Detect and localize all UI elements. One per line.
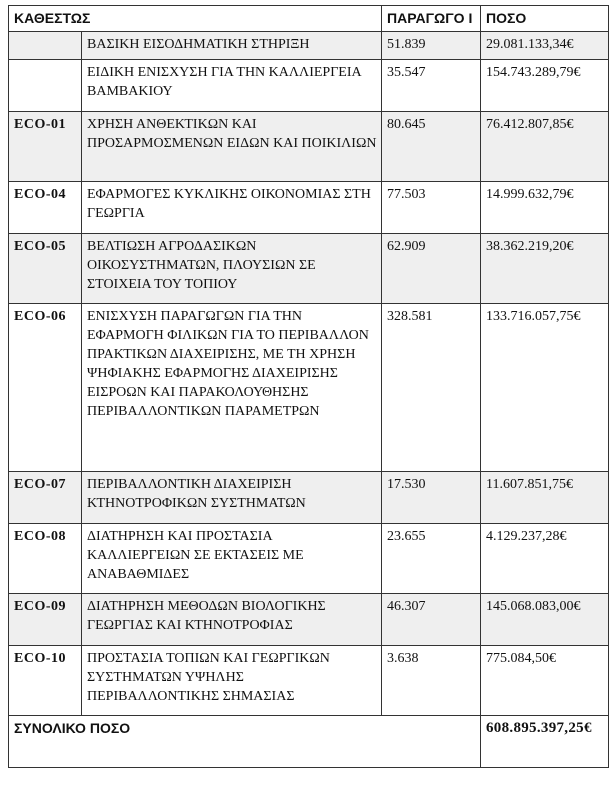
header-status: ΚΑΘΕΣΤΩΣ xyxy=(9,6,382,32)
scheme-title: ΒΕΛΤΙΩΣΗ ΑΓΡΟΔΑΣΙΚΩΝ ΟΙΚΟΣΥΣΤΗΜΑΤΩΝ, ΠΛΟΥΣΙΩΝ ΣΕ ΣΤΟΙΧΕΙΑ ΤΟΥ ΤΟΠΙΟΥ xyxy=(82,234,382,304)
scheme-title: ΠΡΟΣΤΑΣΙΑ ΤΟΠΙΩΝ ΚΑΙ ΓΕΩΡΓΙΚΩΝ ΣΥΣΤΗΜΑΤΩΝ ΥΨΗΛΗΣ ΠΕΡΙΒΑΛΛΟΝΤΙΚΗΣ ΣΗΜΑΣΙΑΣ xyxy=(82,646,382,716)
scheme-title: ΧΡΗΣΗ ΑΝΘΕΚΤΙΚΩΝ ΚΑΙ ΠΡΟΣΑΡΜΟΣΜΕΝΩΝ ΕΙΔΩΝ ΚΑΙ ΠΟΙΚΙΛΙΩΝ xyxy=(82,112,382,182)
scheme-code: ECO-07 xyxy=(9,472,82,524)
producers-count: 51.839 xyxy=(382,32,481,60)
scheme-code: ECO-08 xyxy=(9,524,82,594)
scheme-code: ECO-10 xyxy=(9,646,82,716)
payments-table-body xyxy=(9,6,609,768)
table-row xyxy=(9,32,609,60)
total-row xyxy=(9,716,609,768)
payment-amount: 145.068.083,00€ xyxy=(481,594,609,646)
payment-amount: 38.362.219,20€ xyxy=(481,234,609,304)
table-row xyxy=(9,304,609,472)
producers-count: 3.638 xyxy=(382,646,481,716)
header-producers: ΠΑΡΑΓΩΓΟ Ι xyxy=(382,6,481,32)
scheme-code: ECO-09 xyxy=(9,594,82,646)
scheme-title: ΒΑΣΙΚΗ ΕΙΣΟΔΗΜΑΤΙΚΗ ΣΤΗΡΙΞΗ xyxy=(82,32,382,60)
scheme-code xyxy=(9,60,82,112)
producers-count: 77.503 xyxy=(382,182,481,234)
table-row xyxy=(9,182,609,234)
payments-table xyxy=(8,5,609,768)
total-label: ΣΥΝΟΛΙΚΟ ΠΟΣΟ xyxy=(9,716,481,768)
payment-amount: 133.716.057,75€ xyxy=(481,304,609,472)
payment-amount: 11.607.851,75€ xyxy=(481,472,609,524)
table-row xyxy=(9,594,609,646)
producers-count: 23.655 xyxy=(382,524,481,594)
payment-amount: 775.084,50€ xyxy=(481,646,609,716)
producers-count: 46.307 xyxy=(382,594,481,646)
header-amount: ΠΟΣΟ xyxy=(481,6,609,32)
producers-count: 35.547 xyxy=(382,60,481,112)
scheme-code: ECO-01 xyxy=(9,112,82,182)
table-row xyxy=(9,524,609,594)
producers-count: 80.645 xyxy=(382,112,481,182)
table-row xyxy=(9,234,609,304)
producers-count: 328.581 xyxy=(382,304,481,472)
table-row xyxy=(9,472,609,524)
payment-amount: 14.999.632,79€ xyxy=(481,182,609,234)
payment-amount: 154.743.289,79€ xyxy=(481,60,609,112)
scheme-title: ΔΙΑΤΗΡΗΣΗ ΚΑΙ ΠΡΟΣΤΑΣΙΑ ΚΑΛΛΙΕΡΓΕΙΩΝ ΣΕ ΕΚΤΑΣΕΙΣ ΜΕ ΑΝΑΒΑΘΜΙΔΕΣ xyxy=(82,524,382,594)
scheme-title: ΕΙΔΙΚΗ ΕΝΙΣΧΥΣΗ ΓΙΑ ΤΗΝ ΚΑΛΛΙΕΡΓΕΙΑ ΒΑΜΒΑΚΙΟΥ xyxy=(82,60,382,112)
table-row xyxy=(9,60,609,112)
payment-amount: 4.129.237,28€ xyxy=(481,524,609,594)
producers-count: 17.530 xyxy=(382,472,481,524)
payment-amount: 29.081.133,34€ xyxy=(481,32,609,60)
table-row xyxy=(9,112,609,182)
scheme-code xyxy=(9,32,82,60)
scheme-code: ECO-05 xyxy=(9,234,82,304)
scheme-code: ECO-06 xyxy=(9,304,82,472)
producers-count: 62.909 xyxy=(382,234,481,304)
scheme-title: ΔΙΑΤΗΡΗΣΗ ΜΕΘΟΔΩΝ ΒΙΟΛΟΓΙΚΗΣ ΓΕΩΡΓΙΑΣ ΚΑΙ ΚΤΗΝΟΤΡΟΦΙΑΣ xyxy=(82,594,382,646)
scheme-title: ΕΦΑΡΜΟΓΕΣ ΚΥΚΛΙΚΗΣ ΟΙΚΟΝΟΜΙΑΣ ΣΤΗ ΓΕΩΡΓΙΑ xyxy=(82,182,382,234)
total-amount: 608.895.397,25€ xyxy=(481,716,609,768)
scheme-code: ECO-04 xyxy=(9,182,82,234)
payment-amount: 76.412.807,85€ xyxy=(481,112,609,182)
table-row xyxy=(9,646,609,716)
scheme-title: ΕΝΙΣΧΥΣΗ ΠΑΡΑΓΩΓΩΝ ΓΙΑ ΤΗΝ ΕΦΑΡΜΟΓΗ ΦΙΛΙΚΩΝ ΓΙΑ ΤΟ ΠΕΡΙΒΑΛΛΟΝ ΠΡΑΚΤΙΚΩΝ ΔΙΑΧΕΙΡΙΣΗΣ, ΜΕ ΤΗ ΧΡΗΣΗ ΨΗΦΙΑΚΗΣ ΕΦΑΡΜΟΓΗΣ ΔΙΑΧΕΙΡΙΣΗΣ ΕΙΣΡΟΩΝ ΚΑΙ ΠΑΡΑΚΟΛΟΥΘΗΣΗΣ ΠΕΡΙΒΑΛΛΟΝΤΙΚΩΝ ΠΑΡΑΜΕΤΡΩΝ xyxy=(82,304,382,472)
table-header-row xyxy=(9,6,609,32)
scheme-title: ΠΕΡΙΒΑΛΛΟΝΤΙΚΗ ΔΙΑΧΕΙΡΙΣΗ ΚΤΗΝΟΤΡΟΦΙΚΩΝ ΣΥΣΤΗΜΑΤΩΝ xyxy=(82,472,382,524)
